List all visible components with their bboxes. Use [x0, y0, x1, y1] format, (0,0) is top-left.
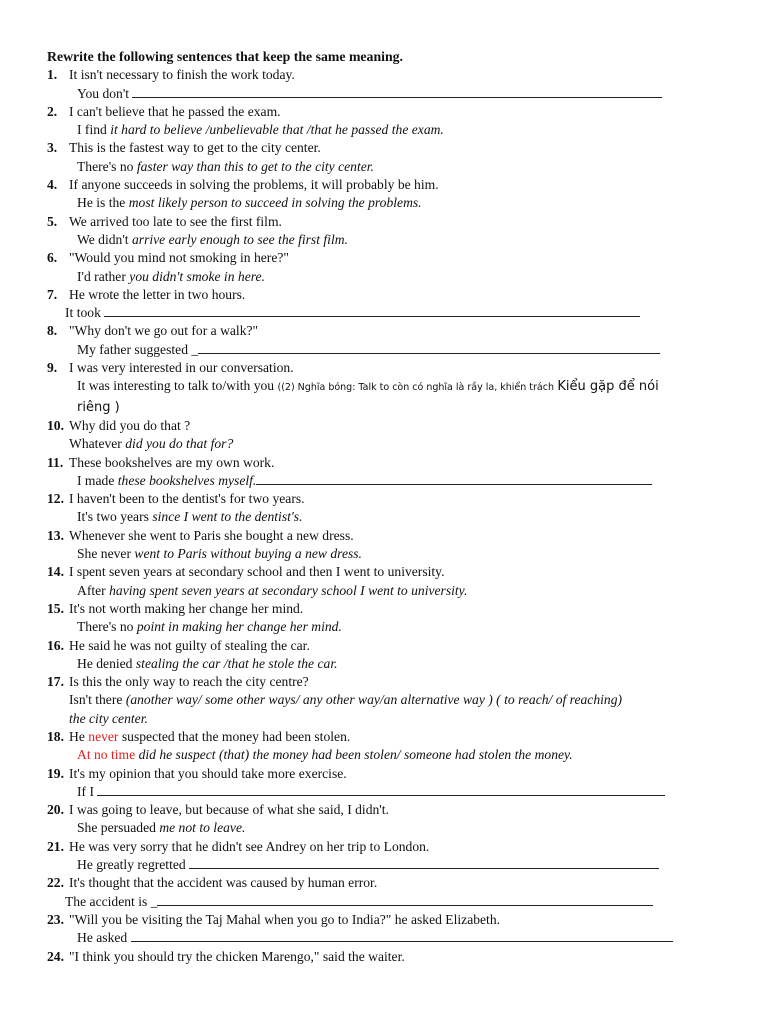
item-answer: point in making her change her mind. [136, 619, 342, 635]
item-question-start: He [69, 728, 85, 744]
exercise-item [47, 874, 708, 911]
exercise-item [47, 801, 708, 838]
item-number: 9. [47, 360, 58, 376]
exercise-item [47, 322, 708, 359]
item-question: It's not worth making her change her mind. [69, 600, 304, 616]
item-question: Why did you do that ? [69, 417, 191, 433]
item-answer-lead: The accident is [65, 893, 148, 909]
exercise-item [47, 249, 708, 286]
answer-blank-line[interactable] [256, 472, 652, 485]
item-question: "Would you mind not smoking in here?" [69, 250, 289, 266]
answer-blank-line[interactable] [131, 929, 673, 942]
answer-blank-line[interactable] [189, 856, 659, 869]
item-answer-lead: He is the [77, 195, 126, 211]
item-question: He said he was not guilty of stealing the car. [69, 637, 310, 653]
item-answer-lead: It took [65, 305, 101, 321]
exercise-item [47, 673, 708, 728]
item-question: It's my opinion that you should take more exercise. [69, 765, 347, 781]
item-number: 24. [47, 948, 64, 964]
exercise-item [47, 838, 708, 875]
item-number: 2. [47, 103, 58, 119]
item-number: 15. [47, 600, 64, 616]
item-question: This is the fastest way to get to the city center. [69, 140, 321, 156]
item-answer-lead: It was interesting to talk to/with you [77, 378, 275, 394]
answer-blank-line[interactable] [104, 304, 640, 317]
item-question: I was very interested in our conversation. [69, 360, 294, 376]
item-question: "Will you be visiting the Taj Mahal when you go to India?" he asked Elizabeth. [69, 911, 501, 927]
exercise-item [47, 213, 708, 250]
exercise-item [47, 454, 708, 491]
item-number: 6. [47, 250, 58, 266]
item-answer-lead: I find [77, 122, 107, 138]
item-answer-lead: He greatly regretted [77, 857, 186, 873]
item-number: 22. [47, 875, 64, 891]
item-answer: most likely person to succeed in solving the problems. [128, 195, 422, 211]
item-answer: you didn't smoke in here. [129, 268, 265, 284]
item-number: 13. [47, 527, 64, 543]
item-answer: (another way/ some other ways/ any other way/an alternative way ) ( to reach/ of reaching) [125, 692, 623, 708]
item-number: 16. [47, 637, 64, 653]
item-answer-lead: We didn't [77, 231, 129, 247]
exercise-item [47, 66, 708, 103]
item-answer: it hard to believe /unbelievable that /that he passed the exam. [110, 122, 444, 138]
item-answer: stealing the car /that he stole the car. [135, 655, 338, 671]
item-answer: faster way than this to get to the city center. [136, 158, 374, 174]
exercise-item [47, 765, 708, 802]
item-question: "I think you should try the chicken Marengo," said the waiter. [69, 948, 405, 964]
item-answer: _ [191, 341, 199, 357]
worksheet-heading: Rewrite the following sentences that keep the same meaning. [47, 49, 403, 64]
exercise-item [47, 359, 708, 417]
item-number: 8. [47, 323, 58, 339]
answer-blank-line[interactable] [97, 783, 665, 796]
item-answer: went to Paris without buying a new dress. [134, 546, 362, 562]
item-number: 10. [47, 417, 64, 433]
item-answer-lead: Whatever [69, 436, 122, 452]
item-question-end: suspected that the money had been stolen. [121, 728, 351, 744]
item-answer: did he suspect (that) the money had been stolen/ someone had stolen the money. [138, 747, 573, 763]
item-question: It's thought that the accident was caused by human error. [69, 875, 378, 891]
item-answer-lead: You don't [77, 85, 130, 101]
exercise-item [47, 527, 708, 564]
item-answer-lead: After [77, 582, 106, 598]
item-question: I was going to leave, but because of what she said, I didn't. [69, 802, 389, 818]
item-number: 7. [47, 286, 58, 302]
item-question: He was very sorry that he didn't see Andrey on her trip to London. [69, 838, 430, 854]
exercise-item [47, 417, 708, 454]
item-answer: did you do that for? [125, 436, 234, 452]
item-number: 12. [47, 491, 64, 507]
item-answer-lead: She persuaded [77, 820, 156, 836]
answer-blank-line[interactable] [198, 341, 660, 354]
item-answer-lead: He asked [77, 930, 128, 946]
exercise-item [47, 490, 708, 527]
item-answer-lead: Isn't there [69, 692, 123, 708]
item-answer-lead: If I [77, 783, 94, 799]
item-question: It isn't necessary to finish the work today. [69, 67, 295, 83]
item-number: 17. [47, 674, 64, 690]
highlighted-word: never [88, 728, 119, 744]
exercise-item [47, 600, 708, 637]
item-answer: me not to leave. [159, 820, 246, 836]
item-number: 21. [47, 838, 64, 854]
item-number: 19. [47, 765, 64, 781]
item-question: I can't believe that he passed the exam. [69, 103, 281, 119]
exercise-item [47, 948, 708, 966]
item-number: 5. [47, 213, 58, 229]
item-question: "Why don't we go out for a walk?" [69, 323, 259, 339]
item-answer: these bookshelves myself. [117, 472, 257, 488]
item-answer: since I went to the dentist's. [152, 509, 303, 525]
item-question: He wrote the letter in two hours. [69, 286, 246, 302]
item-answer-lead: There's no [77, 158, 134, 174]
translation-note: ((2) Nghĩa bóng: Talk to còn có nghĩa là rầy la, khiển trách [277, 382, 554, 394]
item-question: We arrived too late to see the first film. [69, 213, 282, 229]
exercise-item [47, 139, 708, 176]
exercise-item [47, 637, 708, 674]
item-question: Whenever she went to Paris she bought a new dress. [69, 527, 354, 543]
item-answer: having spent seven years at secondary school I went to university. [109, 582, 468, 598]
translation-note-end: riêng ) [77, 399, 120, 415]
exercise-item [47, 728, 708, 765]
item-answer-lead: There's no [77, 619, 134, 635]
item-answer-lead: I made [77, 472, 115, 488]
item-question: Is this the only way to reach the city centre? [69, 674, 309, 690]
item-answer-lead: She never [77, 546, 131, 562]
item-answer-lead: He denied [77, 655, 133, 671]
item-question: I spent seven years at secondary school and then I went to university. [69, 564, 445, 580]
exercise-item [47, 176, 708, 213]
answer-blank-line[interactable] [132, 85, 662, 98]
item-number: 23. [47, 911, 64, 927]
item-answer-lead: My father suggested [77, 341, 188, 357]
item-answer-cont: the city center. [69, 710, 148, 726]
exercise-item [47, 286, 708, 323]
item-number: 1. [47, 67, 58, 83]
item-number: 4. [47, 177, 58, 193]
item-number: 11. [47, 454, 64, 470]
answer-blank-line[interactable] [157, 893, 653, 906]
item-number: 14. [47, 564, 64, 580]
item-answer-lead: At no time [77, 747, 136, 763]
item-question: These bookshelves are my own work. [69, 454, 275, 470]
item-number: 20. [47, 802, 64, 818]
item-answer-lead: I'd rather [77, 268, 126, 284]
item-number: 3. [47, 140, 58, 156]
item-answer-lead: It's two years [77, 509, 149, 525]
item-answer: arrive early enough to see the first film. [131, 231, 348, 247]
item-question: I haven't been to the dentist's for two years. [69, 491, 305, 507]
item-question: If anyone succeeds in solving the problems, it will probably be him. [69, 177, 439, 193]
exercise-item [47, 563, 708, 600]
exercise-item [47, 103, 708, 140]
exercise-item [47, 911, 708, 948]
translation-note-cont: Kiểu gặp để nói [557, 379, 659, 395]
item-number: 18. [47, 728, 64, 744]
item-answer: _ [150, 893, 158, 909]
